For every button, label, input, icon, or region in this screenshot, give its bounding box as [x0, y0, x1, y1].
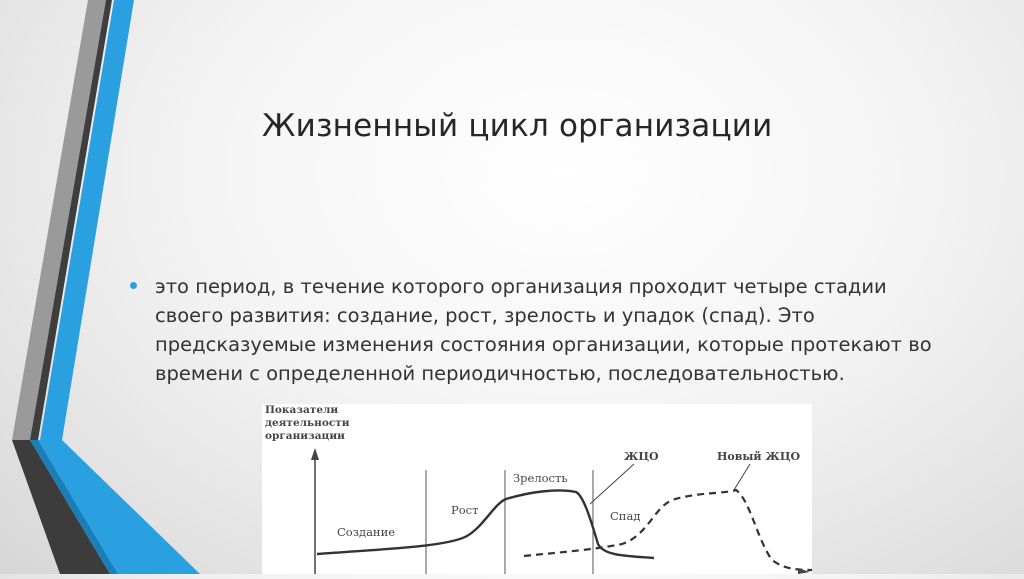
bullet-text: это период, в течение которого организация проходит четыре стадии своего развития: создание, рост, зрелость и упадок (спад). Это предсказуемые изменения состояния организации, которые протекают во времени с определенной периодичностью, последовательностью. — [155, 275, 932, 385]
curve-label-lifecycle: ЖЦО — [624, 450, 659, 463]
bullet-dot-icon — [130, 282, 137, 289]
stage-label-growth: Рост — [451, 503, 479, 517]
new-lifecycle-curve — [524, 490, 812, 570]
curve-label-new-lifecycle: Новый ЖЦО — [717, 450, 801, 463]
y-axis-arrow-icon — [311, 448, 319, 460]
stage-label-decline: Спад — [610, 509, 641, 523]
lifecycle-diagram — [262, 404, 812, 574]
bullet-item — [130, 272, 960, 388]
y-axis-label-line-3: организации — [265, 430, 345, 442]
stage-label-creation: Создание — [337, 525, 396, 539]
label-leader-lifecycle — [590, 464, 634, 504]
label-leader-new-lifecycle — [734, 464, 750, 490]
stage-label-maturity: Зрелость — [513, 471, 568, 485]
y-axis-label-line-2: деятельности — [265, 417, 350, 429]
y-axis-label-line-1: Показатели — [265, 404, 339, 416]
slide-title: Жизненный цикл организации — [262, 108, 773, 144]
